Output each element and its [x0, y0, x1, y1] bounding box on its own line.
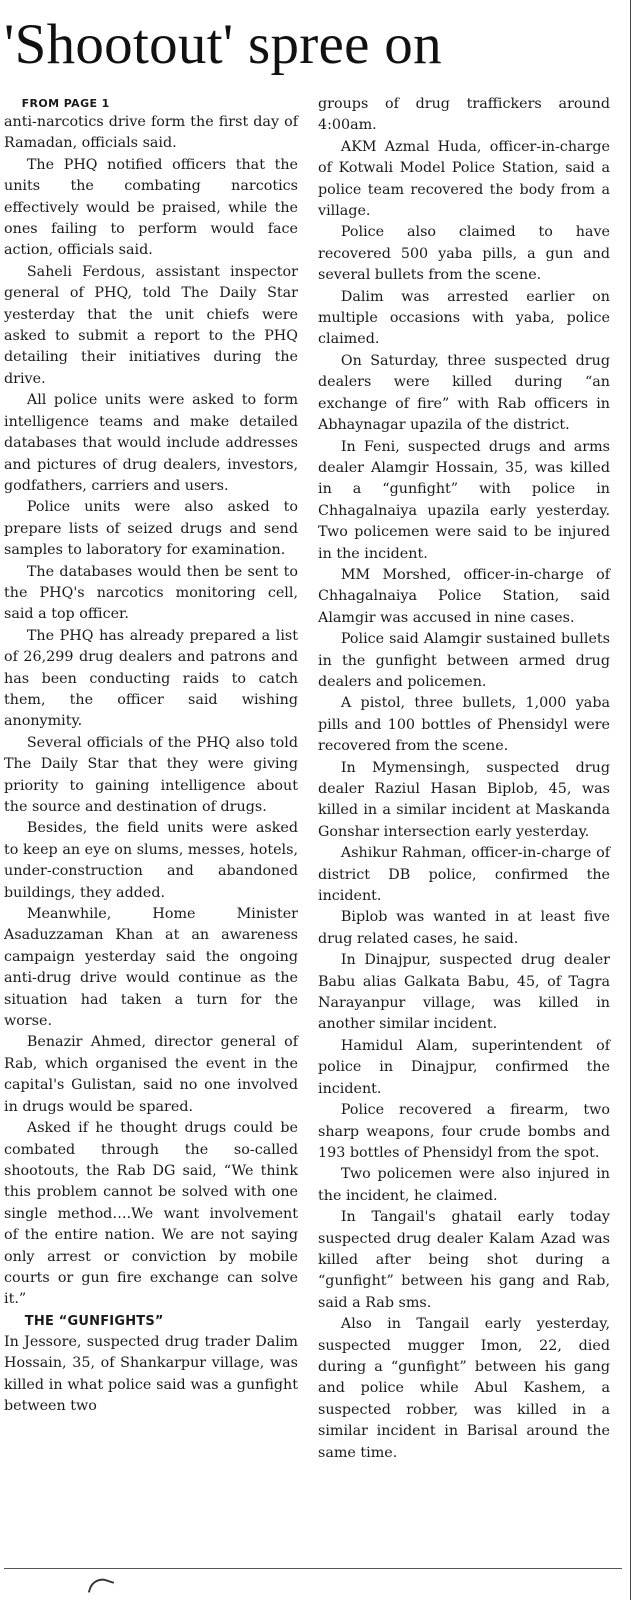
paragraph: In Mymensingh, suspected drug dealer Raziul Hasan Biplob, 45, was killed in a similar incident at Maskanda Gonshar intersection early yesterday.: [318, 759, 610, 840]
paragraph: All police units were asked to form intelligence teams and make detailed databases that would include addresses and pictures of drug dealers, investors, godfathers, carriers and users.: [4, 392, 298, 494]
paragraph: Dalim was arrested earlier on multiple occasions with yaba, police claimed.: [318, 288, 610, 348]
paragraph: In Jessore, suspected drug trader Dalim Hossain, 35, of Shankarpur village, was killed in what police said was a gunfight between two: [4, 1333, 298, 1414]
continuation-kicker: FROM PAGE 1: [21, 97, 110, 110]
paragraph: Police units were also asked to prepare lists of seized drugs and send samples to laboratory for examination.: [4, 499, 298, 559]
paragraph: In Tangail's ghatail early today suspected drug dealer Kalam Azad was killed after being shot during a “gunfight” between his gang and Rab, said a Rab sms.: [318, 1209, 610, 1311]
paragraph: Saheli Ferdous, assistant inspector general of PHQ, told The Daily Star yesterday that the unit chiefs were asked to submit a report to the PHQ detailing their initiatives during the drive.: [4, 263, 298, 387]
paragraph: AKM Azmal Huda, officer-in-charge of Kotwali Model Police Station, said a police team recovered the body from a village.: [318, 138, 610, 220]
paragraph: Also in Tangail early yesterday, suspected mugger Imon, 22, died during a “gunfight” between his gang and police while Abul Kashem, a suspected robber, was killed in a similar incident in Barisal around the same time.: [318, 1316, 610, 1461]
paragraph: MM Morshed, officer-in-charge of Chhagalnaiya Police Station, said Alamgir was accused in nine cases.: [318, 566, 610, 626]
paragraph: groups of drug traffickers around 4:00am.: [318, 96, 610, 134]
paragraph: The PHQ has already prepared a list of 26,299 drug dealers and patrons and has been conducting raids to catch them, the officer said wishing anonymity.: [4, 627, 298, 730]
paragraph: Police said Alamgir sustained bullets in the gunfight between armed drug dealers and policemen.: [318, 631, 610, 690]
paragraph: Besides, the field units were asked to keep an eye on slums, messes, hotels, under-construction and abandoned buildings, they added.: [4, 820, 298, 901]
paragraph: Biplob was wanted in at least five drug related cases, he said.: [318, 909, 610, 947]
paragraph: Police also claimed to have recovered 500 yaba pills, a gun and several bullets from the scene.: [318, 224, 610, 284]
article-column-left: [4, 96, 298, 1417]
paragraph: Meanwhile, Home Minister Asaduzzaman Khan at an awareness campaign yesterday said the ongoing anti-drug drive would continue as the situation had taken a turn for the worse.: [4, 906, 298, 1030]
paragraph: In Feni, suspected drugs and arms dealer Alamgir Hossain, 35, was killed in a “gunfight” with police in Chhagalnaiya upazila early yesterday. Two policemen were said to be injured in the incident.: [318, 438, 610, 562]
section-subhead: THE “GUNFIGHTS”: [24, 1313, 164, 1329]
paragraph: Ashikur Rahman, officer-in-charge of district DB police, confirmed the incident.: [318, 845, 610, 905]
paragraph: The PHQ notified officers that the units the combating narcotics effectively would be praised, while the ones failing to perform would face action, officials said.: [4, 156, 298, 259]
paragraph: Benazir Ahmed, director general of Rab, which organised the event in the capital's Gulistan, said no one involved in drugs would be spared.: [4, 1034, 298, 1115]
paragraph: On Saturday, three suspected drug dealers were killed during “an exchange of fire” with Rab officers in Abhaynagar upazila of the district.: [318, 352, 610, 434]
paragraph: Several officials of the PHQ also told The Daily Star that they were giving priority to gaining intelligence about the source and destination of drugs.: [4, 734, 298, 815]
paragraph: Hamidul Alam, superintendent of police in Dinajpur, confirmed the incident.: [318, 1037, 610, 1097]
paragraph: anti-narcotics drive form the first day of Ramadan, officials said.: [4, 114, 298, 152]
column-rule: [630, 0, 631, 1600]
bottom-rule: [4, 1568, 622, 1569]
headline: 'Shootout' spree on: [4, 13, 442, 76]
paragraph: Asked if he thought drugs could be combated through the so-called shootouts, the Rab DG said, “We think this problem cannot be solved with one single method….We want involvement of the entire nation. We are not saying only arrest or conviction by mobile courts or gun fire exchange can solve it.”: [4, 1120, 298, 1308]
paragraph: In Dinajpur, suspected drug dealer Babu alias Galkata Babu, 45, of Tagra Narayanpur village, was killed in another similar incident.: [318, 952, 610, 1033]
paragraph: A pistol, three bullets, 1,000 yaba pills and 100 bottles of Phensidyl were recovered from the scene.: [318, 695, 610, 755]
paragraph: Two policemen were also injured in the incident, he claimed.: [318, 1166, 610, 1204]
paragraph: Police recovered a firearm, two sharp weapons, four crude bombs and 193 bottles of Phensidyl from the spot.: [318, 1102, 610, 1161]
paragraph: The databases would then be sent to the PHQ's narcotics monitoring cell, said a top officer.: [4, 563, 298, 623]
article-column-right: [318, 94, 610, 1464]
cropped-glyph-fragment: [88, 1575, 114, 1599]
